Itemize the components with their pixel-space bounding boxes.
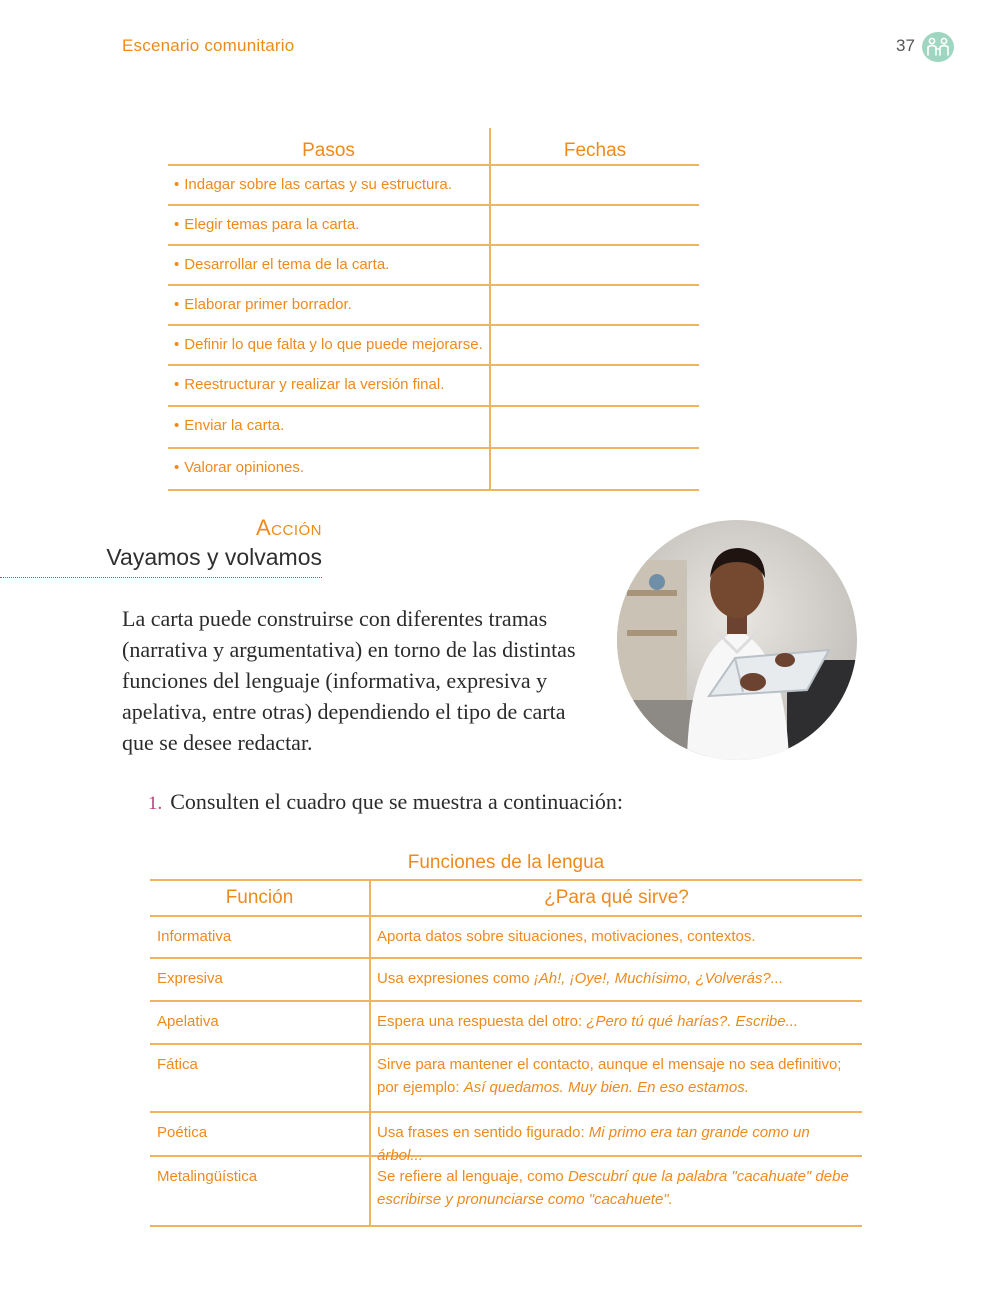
dotted-divider (0, 577, 322, 578)
date-cell[interactable] (491, 166, 699, 204)
function-name: Informativa (150, 917, 371, 957)
function-name: Metalingüística (150, 1157, 371, 1225)
date-cell[interactable] (491, 407, 699, 447)
function-description (371, 917, 862, 957)
step-text: Elaborar primer borrador. (184, 296, 352, 313)
step-cell (168, 246, 491, 284)
table-row (150, 1045, 862, 1113)
description-example: Mi primo era tan grande como un árbol... (377, 1124, 810, 1164)
column-header-fechas: Fechas (563, 140, 627, 161)
function-description (371, 959, 862, 1000)
step-cell (168, 407, 491, 447)
step-text: Elegir temas para la carta. (184, 216, 360, 233)
function-name: Poética (150, 1113, 371, 1155)
description-text: Usa expresiones como (377, 970, 534, 987)
table-row (168, 206, 699, 246)
table-row (168, 449, 699, 491)
functions-table (150, 852, 862, 1227)
step-text: Valorar opiniones. (184, 459, 305, 476)
page-number: 37 (896, 36, 915, 55)
bullet-icon: • (174, 176, 180, 193)
function-description (371, 1045, 862, 1111)
description-text: Se refiere al lenguaje, como (377, 1168, 568, 1185)
description-text: Sirve para mantener el contacto, aunque el mensaje no sea definitivo; por ejemplo: (377, 1056, 842, 1096)
functions-table-header (150, 881, 862, 917)
column-header-funcion: Función (150, 881, 371, 915)
description-example: ¡Ah!, ¡Oye!, Muchísimo, ¿Volverás?... (533, 970, 784, 987)
table-row (150, 1002, 862, 1045)
function-description (371, 1113, 862, 1164)
step-cell (168, 326, 491, 364)
function-name: Expresiva (150, 959, 371, 1000)
description-text: Espera una respuesta del otro: (377, 1013, 587, 1030)
bullet-icon: • (174, 376, 180, 393)
function-description (371, 1002, 862, 1043)
table-row (168, 166, 699, 206)
function-name: Fática (150, 1045, 371, 1111)
step-text: Desarrollar el tema de la carta. (184, 256, 390, 273)
instruction-text: Consulten el cuadro que se muestra a continuación: (170, 789, 623, 814)
table-row (150, 959, 862, 1002)
body-paragraph: La carta puede construirse con diferentes tramas (narrativa y argumentativa) en torno de las distintas funciones del lenguaje (informativa, expresiva y apelativa, entre otras) dependiendo el tipo de carta que se desee redactar. (122, 606, 576, 755)
date-cell[interactable] (491, 286, 699, 324)
step-cell (168, 206, 491, 244)
description-example: Descubrí que la palabra "cacahuate" debe escribirse y pronunciarse como "cacahuete". (377, 1168, 849, 1208)
table-row (150, 917, 862, 959)
column-header-para-que-sirve: ¿Para qué sirve? (544, 887, 689, 908)
date-cell[interactable] (491, 449, 699, 489)
description-example: Así quedamos. Muy bien. En eso estamos. (463, 1079, 749, 1096)
bullet-icon: • (174, 459, 180, 476)
bullet-icon: • (174, 296, 180, 313)
date-cell[interactable] (491, 206, 699, 244)
bullet-icon: • (174, 256, 180, 273)
bullet-icon: • (174, 336, 180, 353)
instruction-number: 1. (148, 793, 163, 814)
bullet-icon: • (174, 216, 180, 233)
functions-table-caption: Funciones de la lengua (150, 852, 862, 881)
step-text: Indagar sobre las cartas y su estructura. (184, 176, 452, 193)
section-label: Acción (255, 515, 322, 540)
step-cell (168, 286, 491, 324)
boy-reading-photo (617, 520, 857, 760)
column-header-pasos: Pasos (168, 128, 491, 164)
steps-table (168, 128, 699, 491)
description-example: ¿Pero tú qué harías?. Escribe... (586, 1013, 799, 1030)
instruction (148, 789, 623, 815)
step-text: Enviar la carta. (184, 417, 285, 434)
community-people-icon (922, 32, 954, 62)
description-text: Aporta datos sobre situaciones, motivaciones, contextos. (377, 928, 756, 945)
function-description (371, 1157, 862, 1225)
section-title: Vayamos y volvamos (106, 544, 322, 570)
table-row (168, 407, 699, 449)
date-cell[interactable] (491, 246, 699, 284)
running-header: Escenario comunitario (122, 36, 295, 55)
table-row (150, 1157, 862, 1227)
step-cell (168, 449, 491, 489)
table-row (168, 366, 699, 407)
date-cell[interactable] (491, 326, 699, 364)
step-text: Definir lo que falta y lo que puede mejorarse. (184, 336, 483, 353)
bullet-icon: • (174, 417, 180, 434)
table-row (150, 1113, 862, 1164)
step-cell (168, 166, 491, 204)
steps-table-header (168, 128, 699, 166)
table-row (168, 246, 699, 286)
description-text: Usa frases en sentido figurado: (377, 1124, 589, 1141)
date-cell[interactable] (491, 366, 699, 405)
step-text: Reestructurar y realizar la versión final. (184, 376, 445, 393)
table-row (168, 286, 699, 326)
function-name: Apelativa (150, 1002, 371, 1043)
step-cell (168, 366, 491, 405)
table-row (168, 326, 699, 366)
